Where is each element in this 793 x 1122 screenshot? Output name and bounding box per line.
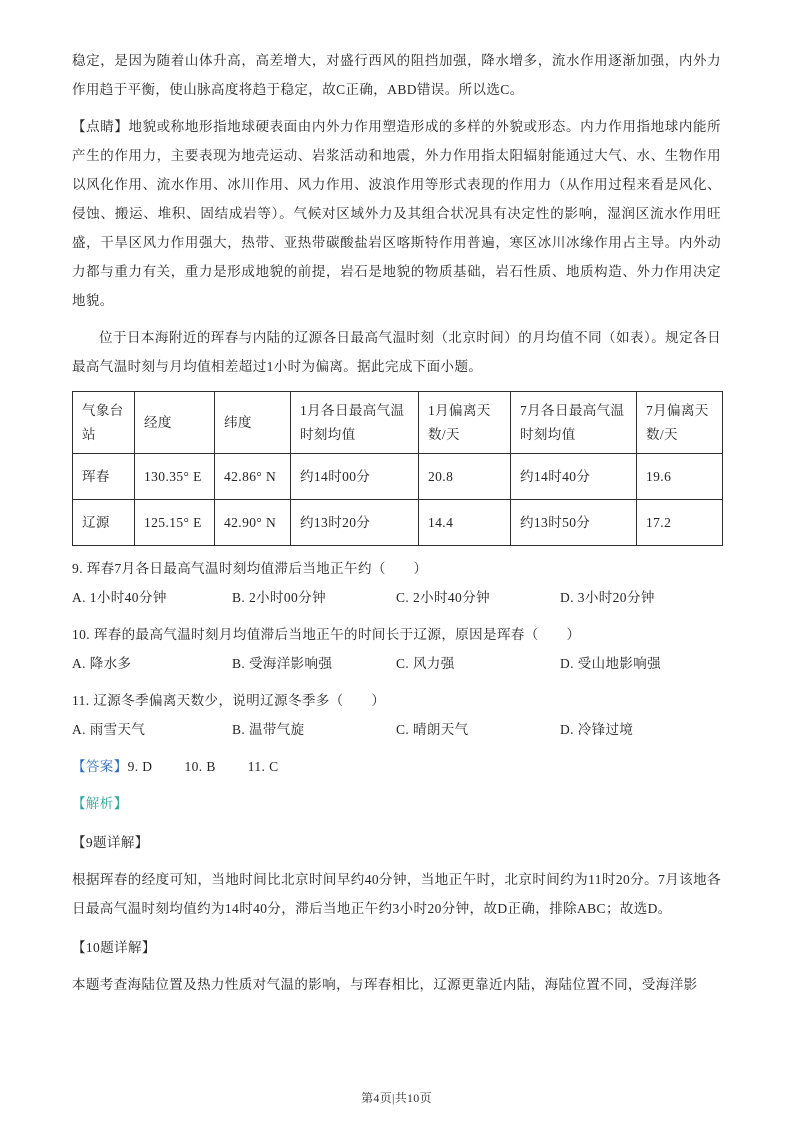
question-10 bbox=[72, 620, 721, 678]
weather-station-table bbox=[72, 391, 723, 546]
option-c: C. 晴朗天气 bbox=[396, 722, 469, 737]
table-cell: 42.86° N bbox=[215, 454, 291, 500]
option-c: C. 风力强 bbox=[396, 656, 455, 671]
table-row bbox=[73, 500, 723, 546]
table-header-cell: 气象台站 bbox=[73, 392, 135, 454]
option-c: C. 2小时40分钟 bbox=[396, 590, 491, 605]
table-header-cell: 纬度 bbox=[215, 392, 291, 454]
option-a: A. 降水多 bbox=[72, 656, 132, 671]
table-cell: 约14时40分 bbox=[511, 454, 637, 500]
detail-text-10: 本题考查海陆位置及热力性质对气温的影响，与珲春相比，辽源更靠近内陆，海陆位置不同，受海洋影 bbox=[72, 977, 698, 992]
option-d: D. 冷锋过境 bbox=[560, 722, 634, 737]
table-cell: 14.4 bbox=[419, 500, 511, 546]
question-options bbox=[72, 715, 721, 744]
answer-value-11: 11. C bbox=[247, 759, 279, 774]
option-d: D. 受山地影响强 bbox=[560, 656, 662, 671]
table-cell: 17.2 bbox=[637, 500, 723, 546]
jiexi-label: 【解析】 bbox=[72, 796, 128, 811]
table-header-cell: 1月偏离天数/天 bbox=[419, 392, 511, 454]
table-header-cell: 1月各日最高气温时刻均值 bbox=[291, 392, 419, 454]
question-options bbox=[72, 649, 721, 678]
table-cell: 约14时00分 bbox=[291, 454, 419, 500]
table-header-row bbox=[73, 392, 723, 454]
option-b: B. 温带气旋 bbox=[232, 722, 305, 737]
table-cell: 130.35° E bbox=[135, 454, 215, 500]
question-11 bbox=[72, 686, 721, 744]
option-d: D. 3小时20分钟 bbox=[560, 590, 655, 605]
dianjing-text: 地貌或称地形指地球硬表面由内外力作用塑造形成的多样的外貌或形态。内力作用指地球内能所产生的作用力，主要表现为地壳运动、岩浆活动和地震，外力作用指太阳辐射能通过大气、水、生物作用以风化作用、流水作用、冰川作用、风力作用、波浪作用等形式表现的作用力（从作用过程来看是风化、侵蚀、搬运、堆积、固结成岩等）。气候对区域外力及其组合状况具有决定性的影响，湿润区流水作用旺盛，干旱区风力作用强大，热带、亚热带碳酸盐岩区喀斯特作用普遍，寒区冰川冰缘作用占主导。内外动力都与重力有关，重力是形成地貌的前提，岩石是地貌的物质基础，岩石性质、地质构造、外力作用决定地貌。 bbox=[72, 119, 721, 308]
page-footer: 第4页|共10页 bbox=[361, 1091, 432, 1105]
question-stem: 10. 珲春的最高气温时刻月均值滞后当地正午的时间长于辽源，原因是珲春（ ） bbox=[72, 627, 581, 642]
dianjing-label: 【点睛】 bbox=[72, 119, 129, 134]
answer-value-10: 10. B bbox=[184, 759, 216, 774]
question-stem: 11. 辽源冬季偏离天数少，说明辽源冬季多（ ） bbox=[72, 693, 386, 708]
table-cell: 珲春 bbox=[73, 454, 135, 500]
question-stem: 9. 珲春7月各日最高气温时刻均值滞后当地正午约（ ） bbox=[72, 561, 428, 576]
answer-label: 【答案】 bbox=[72, 759, 128, 774]
table-header-cell: 经度 bbox=[135, 392, 215, 454]
table-header-cell: 7月各日最高气温时刻均值 bbox=[511, 392, 637, 454]
question-9 bbox=[72, 554, 721, 612]
table-header-cell: 7月偏离天数/天 bbox=[637, 392, 723, 454]
paragraph-continuation: 稳定，是因为随着山体升高，高差增大，对盛行西风的阻挡加强，降水增多，流水作用逐渐加强，内外力作用趋于平衡，使山脉高度将趋于稳定，故C正确，ABD错误。所以选C。 bbox=[72, 53, 721, 97]
table-cell: 约13时20分 bbox=[291, 500, 419, 546]
detail-label-10: 【10题详解】 bbox=[72, 940, 156, 955]
answer-value-9: 9. D bbox=[127, 759, 153, 774]
detail-text-9: 根据珲春的经度可知，当地时间比北京时间早约40分钟，当地正午时，北京时间约为11时20分。7月该地各日最高气温时刻均值约为14时40分，滞后当地正午约3小时20分钟，故D正确，排除ABC；故选D。 bbox=[72, 872, 721, 916]
table-cell: 20.8 bbox=[419, 454, 511, 500]
paragraph-dianjing bbox=[72, 112, 721, 315]
table-cell: 19.6 bbox=[637, 454, 723, 500]
option-a: A. 雨雪天气 bbox=[72, 722, 146, 737]
detail-label-9: 【9题详解】 bbox=[72, 835, 149, 850]
table-cell: 辽源 bbox=[73, 500, 135, 546]
option-a: A. 1小时40分钟 bbox=[72, 590, 167, 605]
table-cell: 125.15° E bbox=[135, 500, 215, 546]
jiexi-line bbox=[72, 789, 721, 818]
table-cell: 约13时50分 bbox=[511, 500, 637, 546]
paragraph-material: 位于日本海附近的珲春与内陆的辽源各日最高气温时刻（北京时间）的月均值不同（如表）。规定各日最高气温时刻与月均值相差超过1小时为偏离。据此完成下面小题。 bbox=[72, 330, 721, 374]
option-b: B. 受海洋影响强 bbox=[232, 656, 333, 671]
question-options bbox=[72, 583, 721, 612]
answer-line bbox=[72, 752, 721, 781]
table-cell: 42.90° N bbox=[215, 500, 291, 546]
option-b: B. 2小时00分钟 bbox=[232, 590, 327, 605]
table-row bbox=[73, 454, 723, 500]
